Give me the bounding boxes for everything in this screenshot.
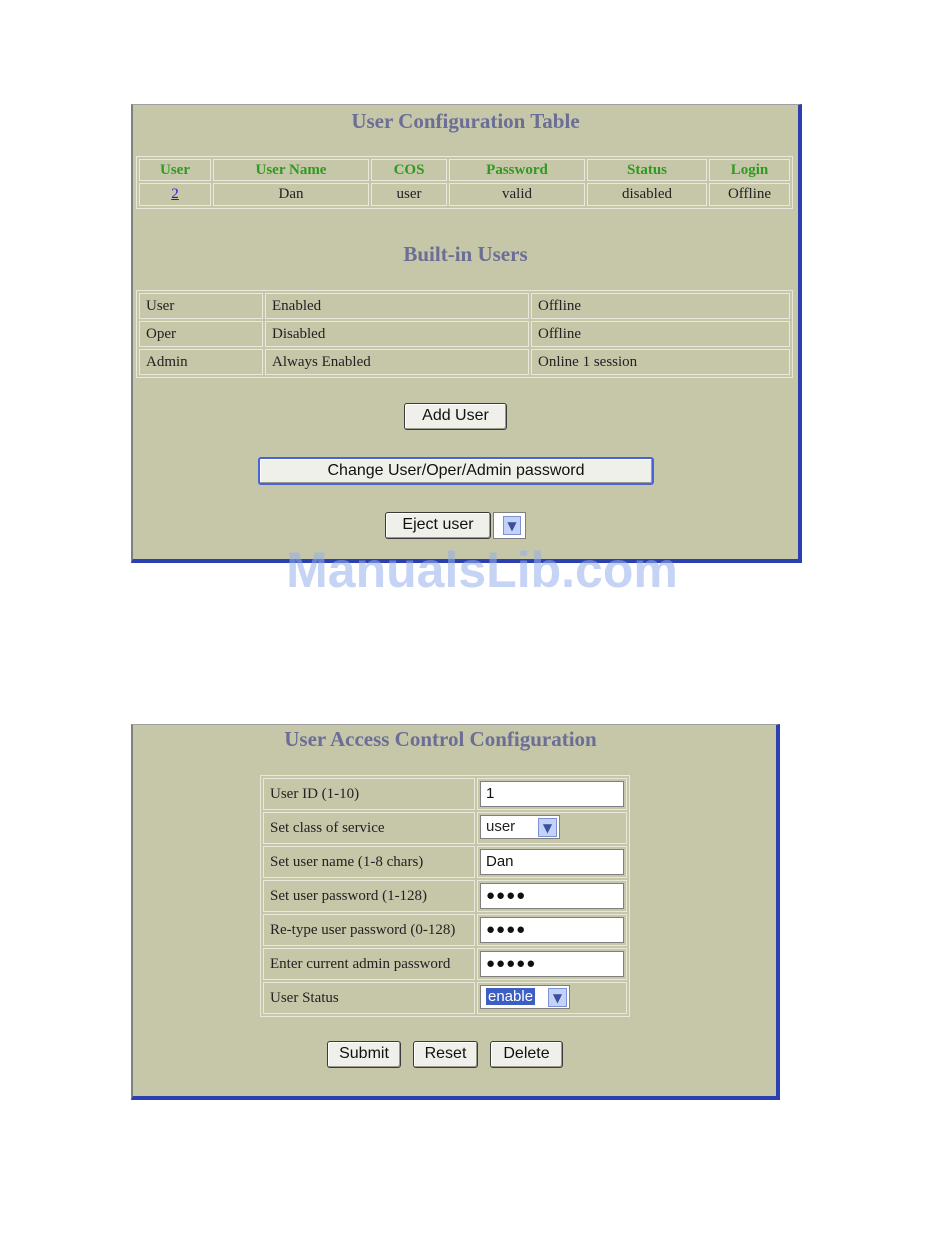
admin-password-cell — [477, 948, 627, 980]
add-user-button[interactable]: Add User — [404, 403, 507, 430]
user-configuration-panel — [131, 104, 802, 563]
column-header-login: Login — [709, 159, 790, 181]
user-id-cell — [477, 778, 627, 810]
builtin-users-table — [136, 290, 793, 378]
login-cell: Offline — [709, 183, 790, 206]
change-password-button[interactable]: Change User/Oper/Admin password — [258, 457, 654, 485]
retype-password-label: Re-type user password (0-128) — [263, 914, 475, 946]
builtin-user-login: Offline — [531, 293, 790, 319]
password-input[interactable]: ●●●● — [480, 883, 624, 909]
builtin-user-name: User — [139, 293, 263, 319]
builtin-users-title: Built-in Users — [403, 242, 528, 266]
form-row — [263, 812, 627, 844]
cos-select-value: user — [486, 818, 516, 835]
user-access-form — [260, 775, 630, 1017]
table-row — [139, 293, 790, 319]
user-name-cell — [477, 846, 627, 878]
eject-user-button[interactable]: Eject user — [385, 512, 491, 539]
builtin-user-login: Offline — [531, 321, 790, 347]
eject-user-select[interactable] — [493, 512, 526, 539]
column-header-user-name: User Name — [213, 159, 369, 181]
column-header-cos: COS — [371, 159, 447, 181]
watermark: ManualsLib.com — [286, 542, 678, 598]
column-header-user: User — [139, 159, 211, 181]
user-status-value: enable — [488, 988, 534, 1005]
password-cell: valid — [449, 183, 585, 206]
table-header-row — [139, 159, 790, 181]
form-row — [263, 880, 627, 912]
user-config-title: User Configuration Table — [351, 109, 580, 133]
cos-cell — [477, 812, 627, 844]
retype-password-cell — [477, 914, 627, 946]
chevron-down-icon[interactable]: ▼ — [548, 988, 567, 1007]
cos-select-wrap — [480, 815, 624, 841]
status-cell: disabled — [587, 183, 707, 206]
column-header-status: Status — [587, 159, 707, 181]
column-header-password: Password — [449, 159, 585, 181]
user-name-cell: Dan — [213, 183, 369, 206]
form-row — [263, 846, 627, 878]
builtin-user-state: Enabled — [265, 293, 529, 319]
builtin-user-name: Admin — [139, 349, 263, 375]
user-id-cell — [139, 183, 211, 206]
user-status-cell — [477, 982, 627, 1014]
user-id-label: User ID (1-10) — [263, 778, 475, 810]
admin-password-input[interactable]: ●●●●● — [480, 951, 624, 977]
builtin-user-login: Online 1 session — [531, 349, 790, 375]
builtin-user-state: Disabled — [265, 321, 529, 347]
user-status-label: User Status — [263, 982, 475, 1014]
cos-label: Set class of service — [263, 812, 475, 844]
table-row — [139, 183, 790, 206]
user-name-input[interactable]: Dan — [480, 849, 624, 875]
user-id-input[interactable]: 1 — [480, 781, 624, 807]
cos-cell: user — [371, 183, 447, 206]
password-cell — [477, 880, 627, 912]
form-row — [263, 778, 627, 810]
table-row — [139, 321, 790, 347]
user-status-select-wrap — [480, 985, 624, 1011]
chevron-down-icon[interactable]: ▼ — [538, 818, 557, 837]
form-row — [263, 914, 627, 946]
table-row — [139, 349, 790, 375]
user-access-title: User Access Control Configuration — [284, 727, 597, 751]
form-row — [263, 948, 627, 980]
builtin-user-state: Always Enabled — [265, 349, 529, 375]
user-access-control-panel — [131, 724, 780, 1100]
admin-password-label: Enter current admin password — [263, 948, 475, 980]
builtin-user-name: Oper — [139, 321, 263, 347]
reset-button[interactable]: Reset — [413, 1041, 478, 1068]
submit-button[interactable]: Submit — [327, 1041, 401, 1068]
password-label: Set user password (1-128) — [263, 880, 475, 912]
chevron-down-icon[interactable]: ▼ — [503, 516, 521, 535]
retype-password-input[interactable]: ●●●● — [480, 917, 624, 943]
user-name-label: Set user name (1-8 chars) — [263, 846, 475, 878]
form-row — [263, 982, 627, 1014]
user-config-table — [136, 156, 793, 209]
delete-button[interactable]: Delete — [490, 1041, 563, 1068]
user-id-link[interactable]: 2 — [171, 186, 179, 202]
